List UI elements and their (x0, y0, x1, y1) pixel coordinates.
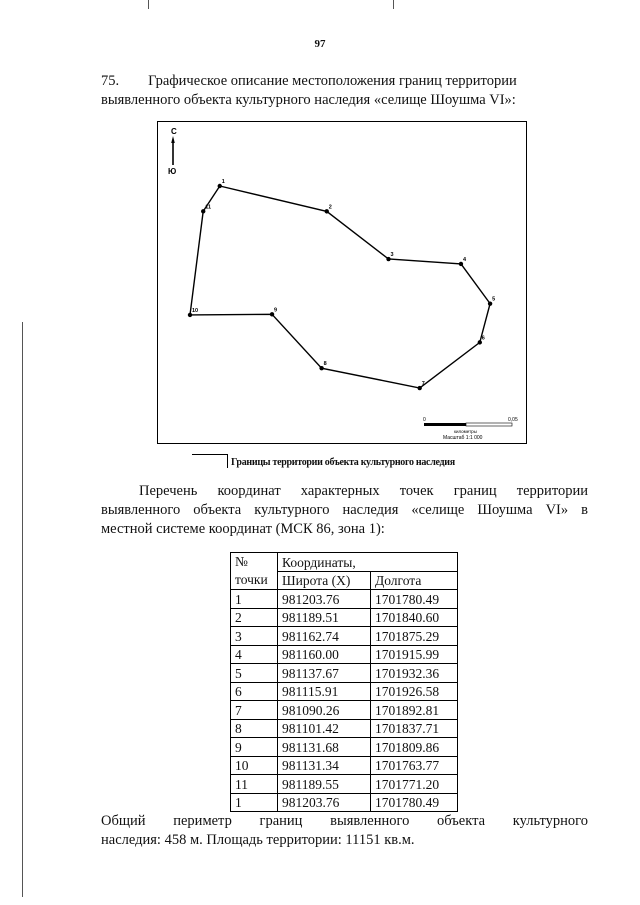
table-row (231, 701, 458, 720)
scan-artifact-line (393, 0, 394, 9)
latitude-cell: 981203.76 (278, 590, 371, 609)
intro-line-1: 75. Графическое описание местоположения границ территории (101, 73, 517, 89)
boundary-point-label: 9 (274, 307, 278, 314)
table-header-row (231, 553, 458, 572)
boundary-map-canvas (158, 122, 526, 443)
boundary-point-label: 10 (192, 307, 199, 314)
scale-unit-label: километры (454, 429, 477, 434)
latitude-cell: 981203.76 (278, 793, 371, 812)
intro-line-2: выявленного объекта культурного наследия «селище Шоушма VI»: (101, 92, 516, 108)
longitude-cell: 1701771.20 (371, 775, 458, 794)
list-intro-line-2: выявленного объекта культурного наследия «селище Шоушма VI» в (101, 502, 588, 518)
scale-start-label: 0 (423, 417, 426, 423)
map-legend (192, 450, 455, 468)
table-row (231, 645, 458, 664)
longitude-cell: 1701926.58 (371, 682, 458, 701)
scale-end-label: 0,05 (508, 417, 518, 423)
latitude-cell: 981115.91 (278, 682, 371, 701)
boundary-point-label: 5 (492, 296, 496, 303)
scale-ratio-label: Масштаб 1:1 000 (443, 435, 483, 441)
longitude-cell: 1701780.49 (371, 590, 458, 609)
latitude-cell: 981101.42 (278, 719, 371, 738)
longitude-cell: 1701875.29 (371, 627, 458, 646)
scale-bar (423, 417, 518, 441)
page-number: 97 (314, 38, 326, 50)
boundary-point-label: 6 (481, 335, 485, 342)
longitude-cell: 1701780.49 (371, 793, 458, 812)
latitude-cell: 981162.74 (278, 627, 371, 646)
latitude-cell: 981189.55 (278, 775, 371, 794)
coordinates-table (230, 552, 458, 812)
boundary-point-label: 11 (205, 204, 212, 211)
longitude-cell: 1701763.77 (371, 756, 458, 775)
point-number-cell: 9 (231, 738, 278, 757)
latitude-cell: 981160.00 (278, 645, 371, 664)
latitude-cell: 981090.26 (278, 701, 371, 720)
header-number-sign: № (235, 554, 248, 569)
table-row (231, 590, 458, 609)
latitude-cell: 981131.34 (278, 756, 371, 775)
table-row (231, 608, 458, 627)
boundary-point-label: 1 (221, 179, 225, 185)
intro-paragraph (101, 72, 588, 110)
north-arrow-icon (168, 127, 177, 176)
summary-line-1: Общий периметр границ выявленного объекта культурного (101, 813, 588, 829)
point-number-cell: 1 (231, 793, 278, 812)
table-row (231, 719, 458, 738)
table-row (231, 682, 458, 701)
latitude-cell: 981137.67 (278, 664, 371, 683)
header-longitude: Долгота (371, 571, 458, 590)
summary-paragraph (101, 812, 588, 850)
point-number-cell: 2 (231, 608, 278, 627)
north-label: С (171, 127, 177, 136)
legend-label: Границы территории объекта культурного наследия (231, 457, 455, 468)
point-number-cell: 7 (231, 701, 278, 720)
table-row (231, 793, 458, 812)
latitude-cell: 981131.68 (278, 738, 371, 757)
boundary-point-label: 2 (328, 204, 332, 211)
point-number-cell: 6 (231, 682, 278, 701)
scan-artifact-line (148, 0, 149, 9)
longitude-cell: 1701915.99 (371, 645, 458, 664)
point-number-cell: 10 (231, 756, 278, 775)
south-label: Ю (168, 167, 177, 176)
boundary-map (157, 121, 527, 444)
boundary-polygon (190, 186, 490, 388)
point-number-cell: 5 (231, 664, 278, 683)
longitude-cell: 1701809.86 (371, 738, 458, 757)
latitude-cell: 981189.51 (278, 608, 371, 627)
longitude-cell: 1701892.81 (371, 701, 458, 720)
longitude-cell: 1701837.71 (371, 719, 458, 738)
table-row (231, 775, 458, 794)
longitude-cell: 1701840.60 (371, 608, 458, 627)
longitude-cell: 1701932.36 (371, 664, 458, 683)
list-intro-line-1: Перечень координат характерных точек границ территории (139, 483, 588, 499)
boundary-legend-swatch (192, 454, 228, 468)
coordinates-intro-paragraph (101, 482, 588, 539)
boundary-point-label: 7 (421, 381, 425, 388)
header-point-number (231, 553, 278, 590)
summary-line-2: наследия: 458 м. Площадь территории: 11151 кв.м. (101, 832, 415, 848)
table-row (231, 756, 458, 775)
table-row (231, 664, 458, 683)
point-number-cell: 1 (231, 590, 278, 609)
scan-artifact-line (22, 322, 23, 897)
boundary-point-label: 4 (462, 256, 467, 263)
point-number-cell: 4 (231, 645, 278, 664)
header-coordinates-spacer (371, 553, 458, 572)
header-latitude: Широта (X) (278, 571, 371, 590)
header-point-word: точки (235, 572, 268, 587)
point-number-cell: 11 (231, 775, 278, 794)
table-row (231, 627, 458, 646)
list-intro-line-3: местной системе координат (МСК 86, зона 1): (101, 521, 385, 537)
point-number-cell: 3 (231, 627, 278, 646)
point-number-cell: 8 (231, 719, 278, 738)
boundary-layer (188, 179, 495, 390)
table-row (231, 738, 458, 757)
boundary-point-label: 3 (390, 252, 394, 259)
boundary-point-label: 8 (323, 361, 327, 368)
header-coordinates: Координаты, (278, 553, 371, 572)
